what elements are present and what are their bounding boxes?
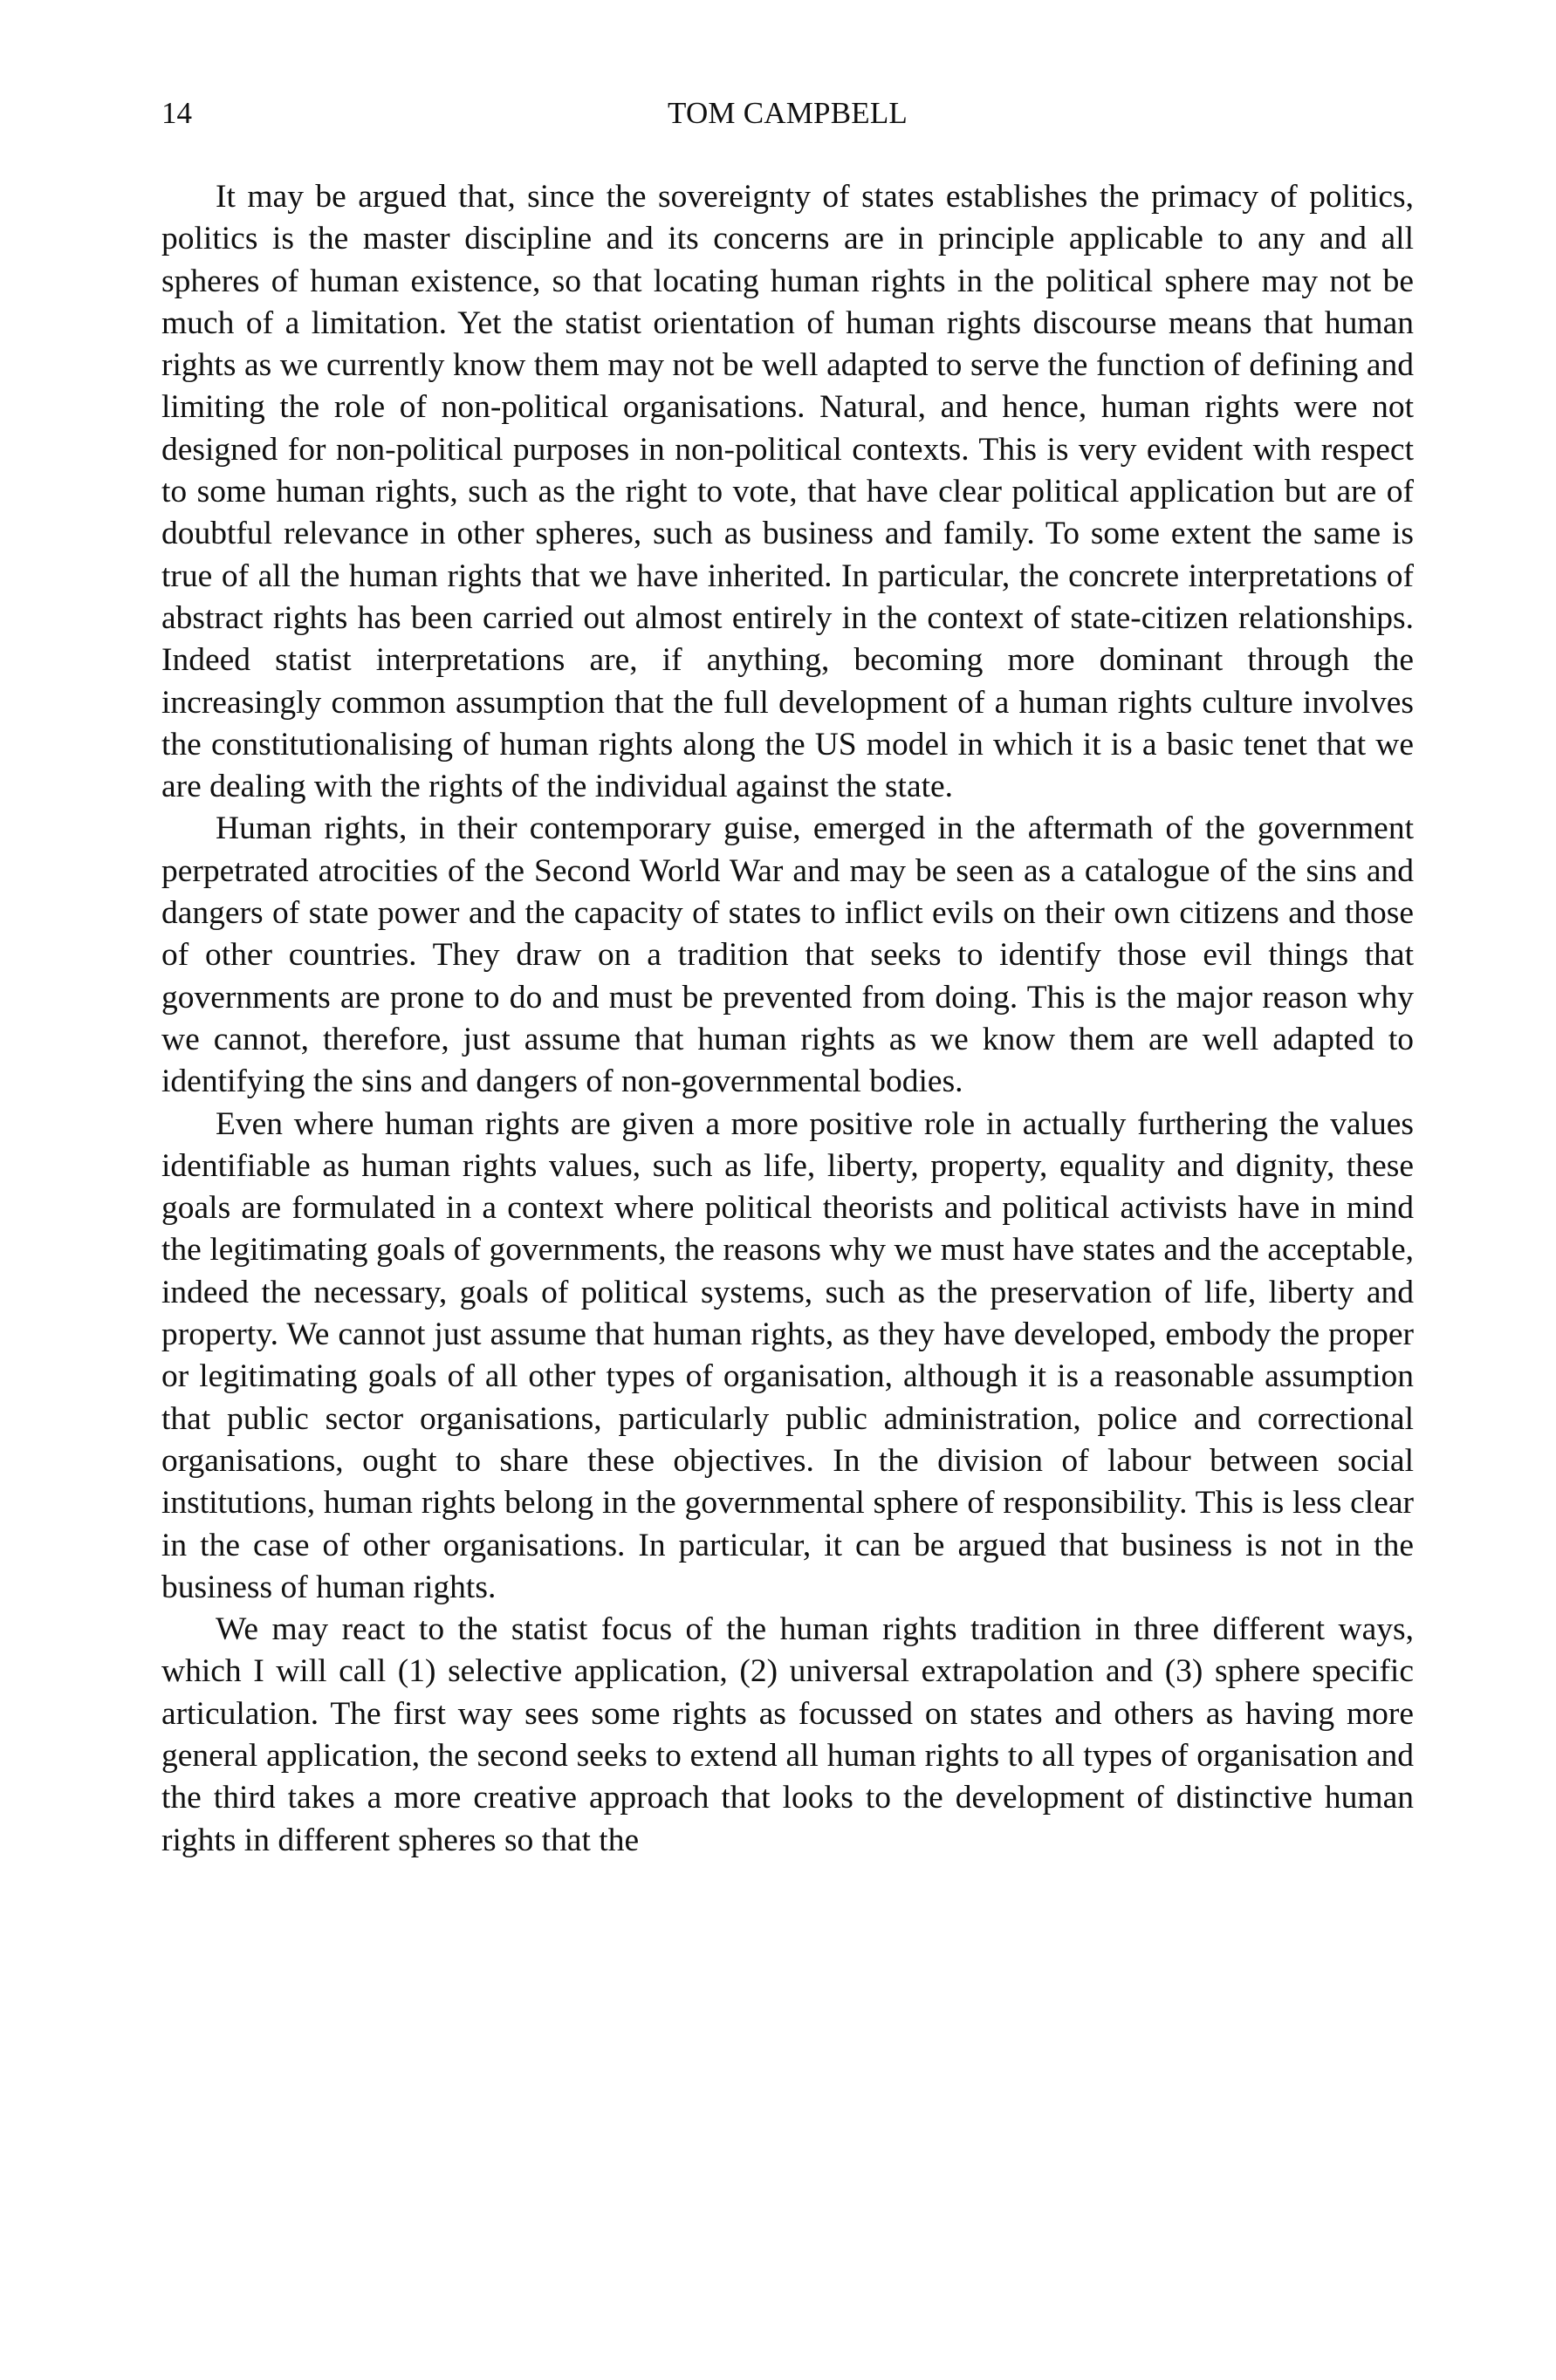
running-title: TOM CAMPBELL (668, 96, 908, 130)
paragraph: It may be argued that, since the sovereignty of states establishes the primacy of politics, politics is the master discipline and its concerns are in principle applicable to any and all spheres of human existence, so that locating human rights in the political sphere may not be much of a limitation. Yet the statist orientation of human rights discourse means that human rights as we currently know them may not be well adapted to serve the function of defining and limiting the role of non-political organisations. Natural, and hence, human rights were not designed for non-political purposes in non-political contexts. This is very evident with respect to some human rights, such as the right to vote, that have clear political application but are of doubtful relevance in other spheres, such as business and family. To some extent the same is true of all the human rights that we have inherited. In particular, the concrete interpretations of abstract rights has been carried out almost entirely in the context of state-citizen relationships. Indeed statist interpretations are, if anything, becoming more dominant through the increasingly common assumption that the full development of a human rights culture involves the constitutionalising of human rights along the US model in which it is a basic tenet that we are dealing with the rights of the individual against the state. (161, 179, 1414, 805)
page-number: 14 (161, 96, 192, 130)
running-head (161, 94, 1414, 133)
paragraph: We may react to the statist focus of the human rights tradition in three different ways, which I will call (1) selective application, (2) universal extrapolation and (3) sphere specific articulation. The first way sees some rights as focussed on states and others as having more general application, the second seeks to extend all human rights to all types of organisation and the third takes a more creative approach that looks to the development of distinctive human rights in different spheres so that the (161, 1611, 1414, 1858)
paragraph: Human rights, in their contemporary guise, emerged in the aftermath of the government perpetrated atrocities of the Second World War and may be seen as a catalogue of the sins and dangers of state power and the capacity of states to inflict evils on their own citizens and those of other countries. They draw on a tradition that seeks to identify those evil things that governments are prone to do and must be prevented from doing. This is the major reason why we cannot, therefore, just assume that human rights as we know them are well adapted to identifying the sins and dangers of non-governmental bodies. (161, 810, 1414, 1100)
paragraph: Even where human rights are given a more positive role in actually furthering the values identifiable as human rights values, such as life, liberty, property, equality and dignity, these goals are formulated in a context where political theorists and political activists have in mind the legitimating goals of governments, the reasons why we must have states and the acceptable, indeed the necessary, goals of political systems, such as the preservation of life, liberty and property. We cannot just assume that human rights, as they have developed, embody the proper or legitimating goals of all other types of organisation, although it is a reasonable assumption that public sector organisations, particularly public administration, police and correctional organisations, ought to share these objectives. In the division of labour between social institutions, human rights belong in the governmental sphere of responsibility. This is less clear in the case of other organisations. In particular, it can be argued that business is not in the business of human rights. (161, 1105, 1414, 1605)
body-text (161, 176, 1414, 1862)
